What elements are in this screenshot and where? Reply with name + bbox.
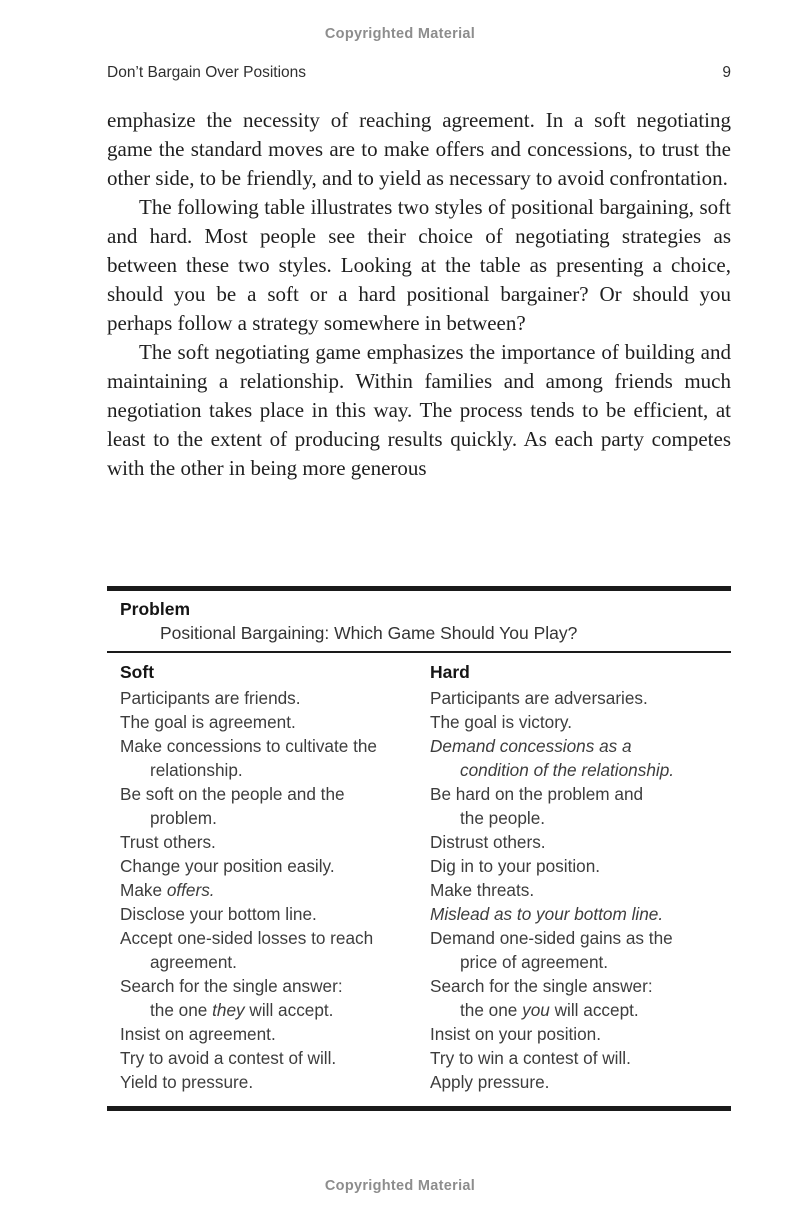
table-column-soft (120, 660, 430, 1094)
table-item: Be hard on the problem and the people. (430, 784, 644, 828)
table-item: Try to avoid a contest of will. (120, 1048, 337, 1068)
table-item: Make threats. (430, 880, 535, 900)
table-item: Make offers. (120, 880, 215, 900)
table-item: Trust others. (120, 832, 216, 852)
body-paragraph: The following table illustrates two styles of positional bargaining, soft and hard. Most people see their choice of negotiating strategies as between these two styles. Looking at the table as presenting a choice, should you be a soft or a hard positional bargainer? Or should you perhaps follow a strategy somewhere in between? (107, 195, 731, 335)
table-label: Problem (120, 599, 191, 619)
table-item: Change your position easily. (120, 856, 335, 876)
table-item: Try to win a contest of will. (430, 1048, 631, 1068)
problem-table (107, 586, 731, 1111)
table-item: Accept one-sided losses to reach agreement. (120, 928, 374, 972)
table-item: Search for the single answer: the one they will accept. (120, 976, 343, 1020)
table-item: Yield to pressure. (120, 1072, 254, 1092)
page-number: 9 (722, 64, 731, 81)
watermark-bottom: Copyrighted Material (324, 1178, 476, 1194)
table-item: Mislead as to your bottom line. (430, 904, 664, 924)
table-item: Distrust others. (430, 832, 546, 852)
column-header: Hard (430, 662, 470, 682)
table-column-hard (430, 660, 731, 1094)
watermark-top: Copyrighted Material (324, 26, 476, 42)
table-item: Search for the single answer: the one you will accept. (430, 976, 653, 1020)
table-item: Dig in to your position. (430, 856, 601, 876)
table-item: The goal is victory. (430, 712, 573, 732)
table-item: Apply pressure. (430, 1072, 550, 1092)
table-caption: Positional Bargaining: Which Game Should You Play? (160, 623, 578, 643)
body-text (107, 106, 731, 483)
table-item: Demand one-sided gains as the price of agreement. (430, 928, 673, 972)
page-header (107, 64, 731, 82)
table-item: Participants are friends. (120, 688, 301, 708)
table-item: Make concessions to cultivate the relationship. (120, 736, 377, 780)
table-item: Participants are adversaries. (430, 688, 648, 708)
running-title: Don’t Bargain Over Positions (107, 64, 307, 81)
table-item: Demand concessions as a condition of the relationship. (430, 736, 675, 780)
table-item: Insist on agreement. (120, 1024, 276, 1044)
table-columns (107, 651, 731, 1106)
table-item: The goal is agreement. (120, 712, 296, 732)
table-item: Disclose your bottom line. (120, 904, 317, 924)
body-paragraph: The soft negotiating game emphasizes the importance of building and maintaining a relationship. Within families and among friends much negotiation takes place in this way. The process tends to be efficient, at least to the extent of producing results quickly. As each party competes with the other in being more generous (107, 340, 731, 480)
table-item: Insist on your position. (430, 1024, 602, 1044)
table-item: Be soft on the people and the problem. (120, 784, 345, 828)
body-paragraph: emphasize the necessity of reaching agreement. In a soft negotiating game the standard moves are to make offers and concessions, to trust the other side, to be friendly, and to yield as necessary to avoid confrontation. (107, 108, 731, 190)
column-header: Soft (120, 662, 155, 682)
